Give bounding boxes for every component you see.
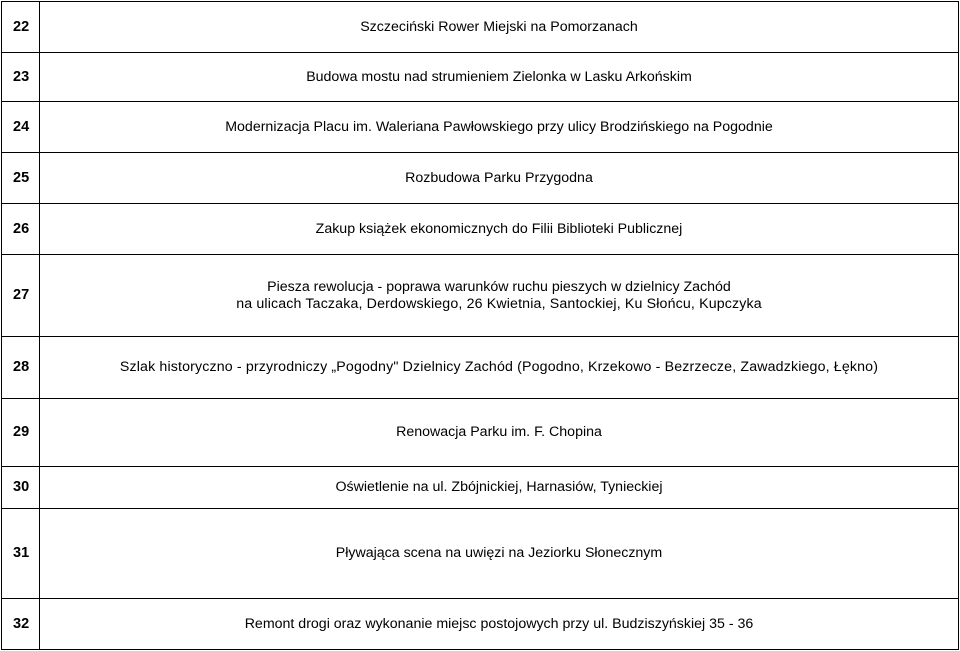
project-name-line: Szczeciński Rower Miejski na Pomorzanach: [360, 18, 638, 35]
table-row: [2, 467, 959, 509]
project-name: [40, 509, 959, 599]
row-number: 31: [2, 509, 40, 599]
project-name: [40, 599, 959, 650]
project-name: [40, 467, 959, 509]
table-row: [2, 337, 959, 399]
row-number: 32: [2, 599, 40, 650]
project-name-line: Modernizacja Placu im. Waleriana Pawłowskiego przy ulicy Brodzińskiego na Pogodnie: [225, 118, 773, 135]
project-name-line: Oświetlenie na ul. Zbójnickiej, Harnasiów, Tynieckiej: [335, 479, 663, 495]
project-name-line: Zakup książek ekonomicznych do Filii Biblioteki Publicznej: [315, 220, 683, 237]
project-name-line: Szlak historyczno - przyrodniczy „Pogodny" Dzielnicy Zachód (Pogodno, Krzekowo - Bezrzecze, Zawadzkiego, Łękno): [119, 359, 879, 375]
table-row: [2, 2, 959, 53]
row-number: 28: [2, 337, 40, 399]
row-number: 30: [2, 467, 40, 509]
project-name-line: Budowa mostu nad strumieniem Zielonka w Lasku Arkońskim: [306, 68, 692, 85]
project-name-line: Rozbudowa Parku Przygodna: [405, 169, 593, 186]
row-number: 27: [2, 255, 40, 337]
project-name-line: na ulicach Taczaka, Derdowskiego, 26 Kwietnia, Santockiej, Ku Słońcu, Kupczyka: [236, 295, 762, 312]
projects-table: [1, 1, 959, 650]
project-name: [40, 204, 959, 255]
table-row: [2, 599, 959, 650]
row-number: 25: [2, 153, 40, 204]
table-row: [2, 153, 959, 204]
table-row: [2, 53, 959, 102]
table-row: [2, 255, 959, 337]
project-name-line: Renowacja Parku im. F. Chopina: [396, 424, 602, 440]
table-row: [2, 399, 959, 467]
project-name-line: Remont drogi oraz wykonanie miejsc postojowych przy ul. Budziszyńskiej 35 - 36: [244, 615, 754, 632]
row-number: 24: [2, 102, 40, 153]
project-name: [40, 102, 959, 153]
project-name: [40, 337, 959, 399]
project-name: [40, 53, 959, 102]
row-number: 26: [2, 204, 40, 255]
row-number: 23: [2, 53, 40, 102]
table-row: [2, 102, 959, 153]
project-name-line: Piesza rewolucja - poprawa warunków ruchu pieszych w dzielnicy Zachód: [267, 278, 731, 295]
project-name: [40, 399, 959, 467]
project-name: [40, 2, 959, 53]
row-number: 29: [2, 399, 40, 467]
project-name: [40, 255, 959, 337]
row-number: 22: [2, 2, 40, 53]
project-name: [40, 153, 959, 204]
project-name-line: Pływająca scena na uwięzi na Jeziorku Słonecznym: [335, 545, 663, 561]
table-row: [2, 509, 959, 599]
table-row: [2, 204, 959, 255]
